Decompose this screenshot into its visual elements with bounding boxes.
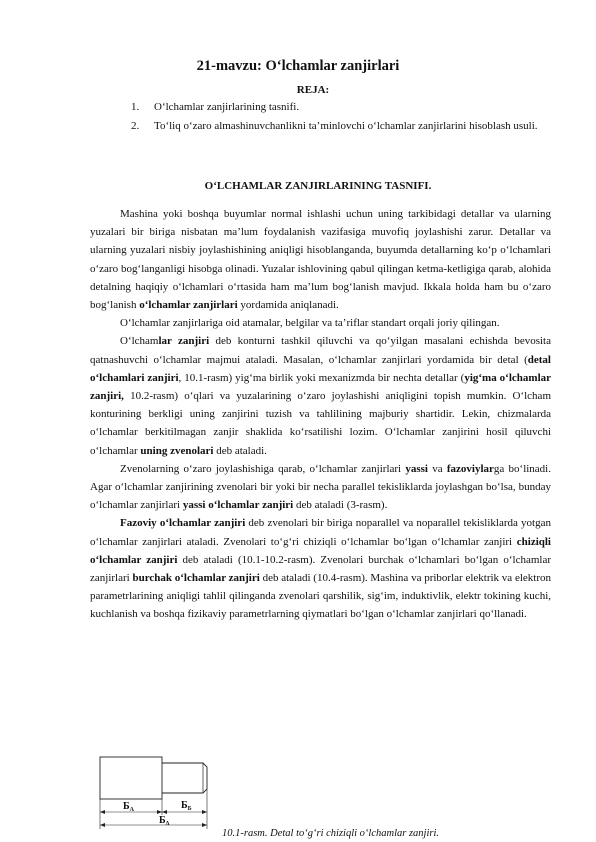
text-run: deb konturni tashkil qiluvchi va qo‘yilgan masalani echishda bevosita qatnashuvchi o‘lchamlar majmui ataladi. Masalan, o‘lchamlar zanjirlari yordamida bir detal ( bbox=[90, 335, 551, 366]
dimension-label-a: $Б_А$ bbox=[123, 801, 134, 813]
bold-term: uning zvenolari bbox=[140, 444, 214, 457]
paragraph: O‘lchamlar zanjirlariga oid atamalar, belgilar va ta’riflar standart orqali joriy qilingan. bbox=[120, 317, 500, 330]
bold-term: yassi o‘lchamlar zanjiri bbox=[182, 499, 294, 512]
paragraph bbox=[90, 460, 551, 515]
text-run: deb ataladi. bbox=[213, 444, 267, 457]
plan-list bbox=[131, 98, 551, 136]
shaft-dimension-drawing bbox=[95, 745, 245, 830]
text-run: , 10.1-rasm) yig‘ma birlik yoki mexanizmda bir nechta detallar ( bbox=[178, 371, 465, 384]
section-heading: O‘LCHAMLAR ZANJIRLARINING TASNIFI. bbox=[204, 180, 432, 192]
dimension-label-closing: $Б_\Delta$ bbox=[159, 815, 170, 827]
text-run: ga bo‘linadi. Agar o‘lchamlar zanjirining zvenolari bir yoki bir necha parallel tekisliklarda joylashgan bo‘lsa, bunday o‘lchamlar zanjirlari bbox=[90, 462, 551, 512]
paragraph bbox=[90, 332, 551, 459]
text-run: deb ataladi (10.1-10.2-rasm). Zvenolari burchak o‘lchamlari bo‘lgan o‘lchamlar zanjirlari bbox=[90, 553, 551, 585]
bold-term: yassi bbox=[405, 462, 428, 475]
figure-caption: 10.1-rasm. Detal to‘g‘ri chiziqli o‘lchamlar zanjiri. bbox=[222, 828, 439, 839]
text-run: va bbox=[427, 462, 447, 475]
text-run: Zvenolarning o‘zaro joylashishiga qarab, o‘lchamlar zanjirlari bbox=[120, 462, 406, 475]
shaft-small-section bbox=[162, 763, 207, 793]
bold-term: lar zanjiri bbox=[158, 335, 210, 348]
bold-term: burchak o‘lchamlar zanjiri bbox=[132, 572, 260, 585]
bold-term: Fazoviy o‘lchamlar zanjiri bbox=[120, 517, 246, 530]
paragraph bbox=[90, 205, 551, 314]
text-run: Mashina yoki boshqa buyumlar normal ishlashi uchun uning tarkibidagi detallar va ularning yuzalari bir biriga nisbatan ma’lum foydalanish vazifasiga muvofiq joylashishi zarur. Detallar va ularning yuzalari nisbiy joylashishining aniqligi hisoblanganda, buyumda detallarning ko‘p o‘lchamlari o‘zaro bog‘langanligi hisobga olinadi. Yuzalar ishlovining qabul qilingan ketma-ketligiga qarab, alohida detalning haqiqiy o‘lchamlari o‘rtasida ham ma’lum bog‘lanish mavjud. Ikkala holda ham bu o‘zaro bog‘lanish bbox=[90, 208, 551, 312]
plan-item bbox=[131, 98, 551, 117]
bold-term: detal o‘lchamlari zanjiri bbox=[90, 353, 551, 384]
plan-item bbox=[131, 117, 551, 136]
text-run: deb ataladi (3-rasm). bbox=[293, 499, 388, 512]
body-text bbox=[90, 205, 551, 624]
bold-term: yig‘ma o‘lchamlar zanjiri, bbox=[90, 371, 552, 403]
paragraph bbox=[90, 514, 551, 623]
bold-term: o‘lchamlar zanjirlari bbox=[139, 299, 238, 312]
text-run: deb zvenolari bir biriga noparallel va noparallel tekisliklarda yotgan o‘lchamlar zanjirlari ataladi. Zvenolari to‘g‘ri chiziqli o‘lchamlar bo‘lgan o‘lchamlar zanjiri bbox=[90, 517, 551, 548]
plan-item-number: 2. bbox=[131, 120, 140, 132]
bold-term: chiziqli o‘lchamlar zanjiri bbox=[90, 535, 551, 566]
plan-label: REJA: bbox=[296, 84, 330, 96]
text-run: yordamida aniqlanadi. bbox=[237, 299, 339, 312]
plan-item-text: O‘lchamlar zanjirlarining tasnifi. bbox=[154, 101, 300, 113]
dimension-label-b: $Б_Б$ bbox=[181, 800, 192, 812]
text-run: 10.2-rasm) o‘qlari va yuzalarining o‘zaro joylashishi aniqligini topish mumkin. O‘lcham konturining berkligi uning zanjirini tuzish va tahlilining majburiy shartidir. Lekin, chizmalarda o‘lchamlar berkitilmagan zanjir shaklida ko‘rsatilishi lozim. O‘lchamlar zanjirini hosil qiluvchi o‘lchamlar bbox=[90, 390, 551, 457]
text-run: deb ataladi (10.4-rasm). Mashina va priborlar elektrik va elektron parametrlarining aniqligi tahlil qilinganda zvenolari qarshilik, sig‘im, induktivlik, elektr tokining kuchi, kuchlanish va boshqa fizikaviy parametrlarning qiymatlari bo‘lgan o‘lchamlar zanjirlari qo‘llanadi. bbox=[90, 572, 551, 621]
plan-item-text: To‘liq o‘zaro almashinuvchanlikni ta’minlovchi o‘lchamlar zanjirlarini hisoblash usuli. bbox=[154, 120, 538, 132]
page-title: 21-mavzu: O‘lchamlar zanjirlari bbox=[196, 58, 400, 74]
bold-term: fazoviylar bbox=[446, 462, 494, 475]
shaft-large-section bbox=[100, 757, 162, 799]
plan-item-number: 1. bbox=[131, 101, 140, 113]
text-run: O‘lcham bbox=[120, 335, 159, 348]
